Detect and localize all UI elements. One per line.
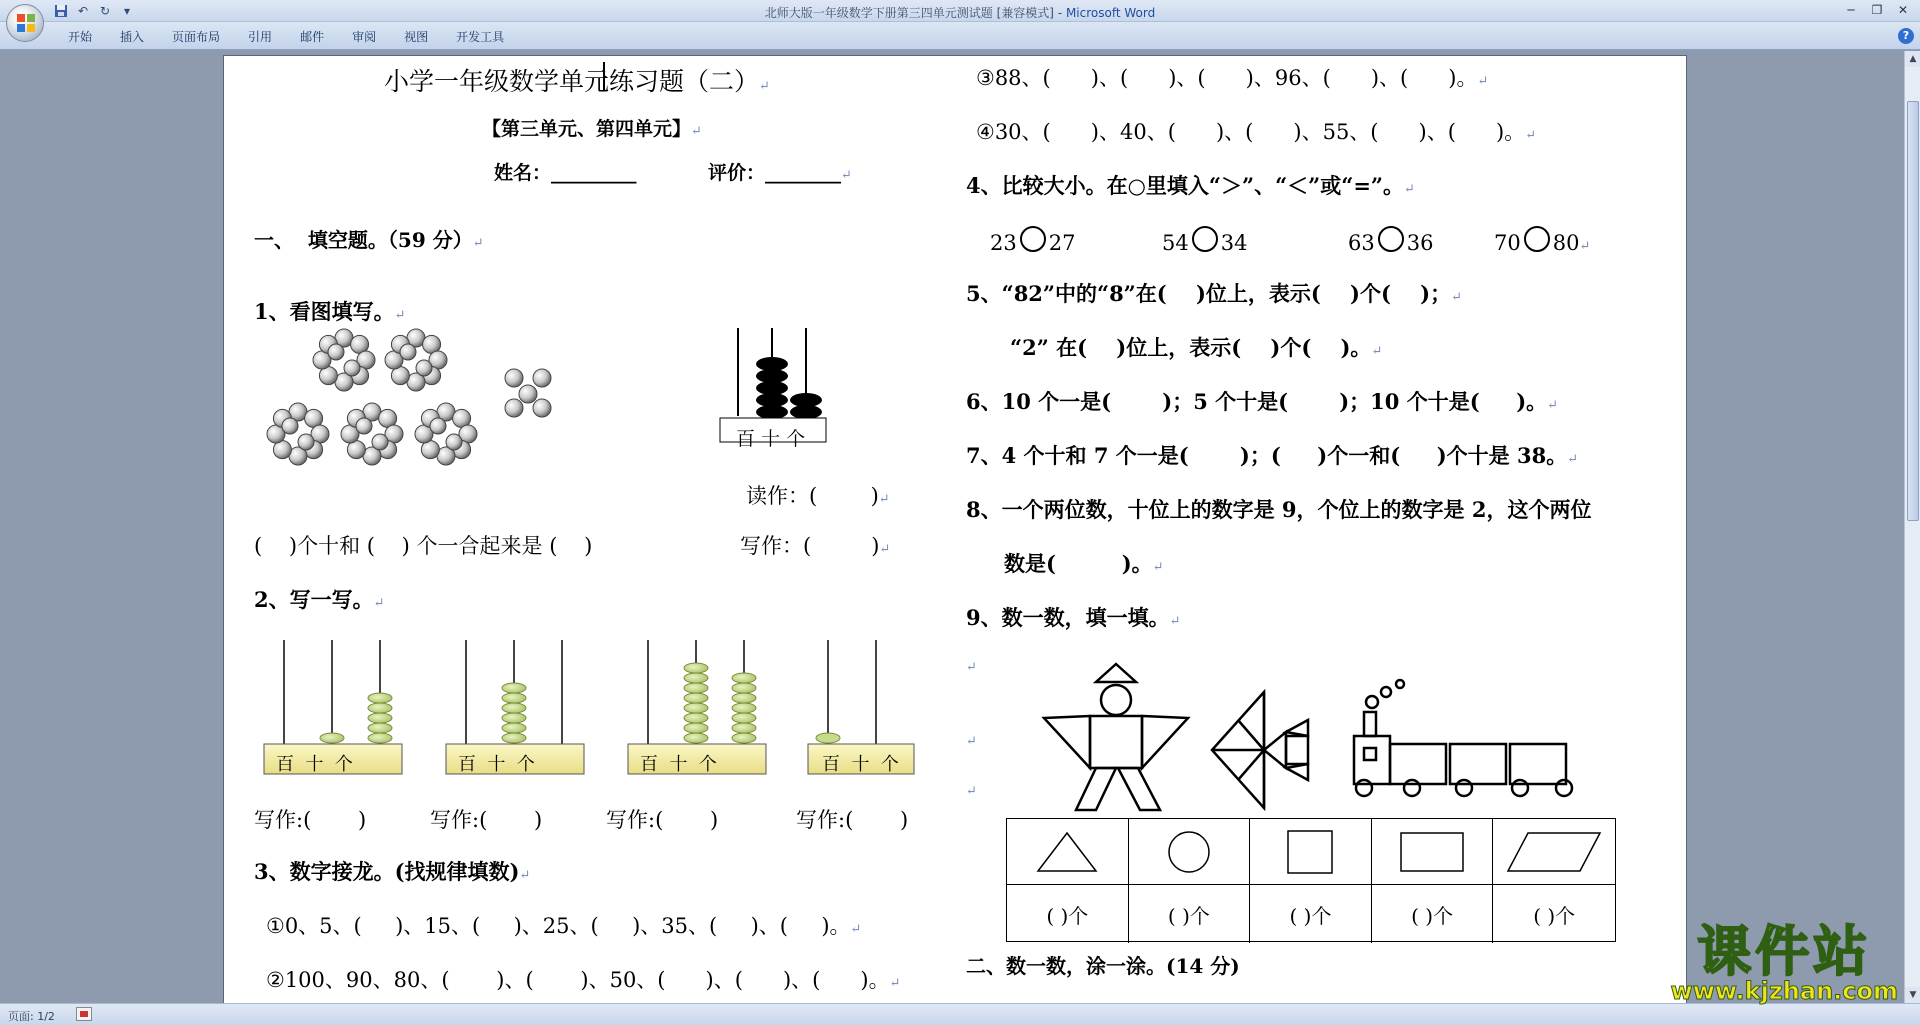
paragraph-mark xyxy=(966,784,977,799)
ribbon-tabs xyxy=(54,28,518,46)
minimize-icon[interactable]: ─ xyxy=(1847,3,1855,17)
window-title xyxy=(0,4,1920,21)
question-3-item-2: ②100、90、80、( )、( )、50、( )、( )、( )。 ↵ xyxy=(266,964,901,994)
eval-field: 评价：________ ↵ xyxy=(708,158,852,185)
compare-circle-3[interactable] xyxy=(1378,226,1404,252)
tab-page-layout[interactable]: 页面布局 xyxy=(172,30,221,44)
question-5b: “2” 在( )位上，表示( )个( )。 ↵ xyxy=(1010,332,1382,362)
watermark-url-text: www.kjzhan.com xyxy=(1670,977,1898,1005)
watermark-main-text: 课件站 xyxy=(1697,920,1872,983)
question-1-line: ( )个十和 ( ) 个一合起来是 ( ) xyxy=(254,534,593,558)
square-icon xyxy=(1284,829,1336,875)
count-cell-5[interactable]: ( )个 xyxy=(1533,903,1576,928)
tab-insert[interactable]: 插入 xyxy=(120,30,145,44)
scroll-thumb[interactable] xyxy=(1907,101,1919,521)
close-icon[interactable]: ✕ xyxy=(1897,3,1909,17)
title-separator: - xyxy=(1053,6,1066,20)
title-bar xyxy=(0,0,1920,22)
question-3-item-1: ①0、5、( )、15、( )、25、( )、35、( )、( )。 ↵ xyxy=(266,910,861,940)
shape-figures xyxy=(1024,660,1624,820)
count-cell-3[interactable]: ( )个 xyxy=(1250,885,1372,943)
question-6: 6、10 个一是( )；5 个十是( )；10 个十是( )。 ↵ xyxy=(966,386,1558,416)
customize-qat-icon[interactable]: ▾ xyxy=(123,4,131,18)
tab-mailings[interactable]: 邮件 xyxy=(300,30,325,44)
question-3-item-3: ③88、( )、( )、( )、96、( )、( )。 ↵ xyxy=(976,62,1488,92)
compare-2: 54 34 xyxy=(1162,226,1247,255)
question-1: 1、看图填写。 ↵ xyxy=(254,296,406,326)
count-cell-2[interactable]: ( )个 xyxy=(1129,885,1251,943)
page-indicator[interactable]: 页面: 1/2 xyxy=(8,1010,55,1023)
status-bar xyxy=(0,1003,1920,1025)
write-item-3: 写作:( ) xyxy=(606,808,719,832)
section-1-heading: 一、 填空题。（59 分） ↵ xyxy=(254,224,484,253)
abacus-b-labels: 百 十 个 xyxy=(458,754,535,775)
tab-review[interactable]: 审阅 xyxy=(352,30,377,44)
compare-1: 23 27 xyxy=(990,226,1075,255)
write-item-2: 写作:( ) xyxy=(430,808,543,832)
abacus-a-labels: 百 十 个 xyxy=(276,754,353,775)
table-cell-circle xyxy=(1129,819,1251,885)
abacus-place-labels: 百 十 个 xyxy=(736,428,806,450)
parallelogram-icon xyxy=(1504,829,1604,875)
rectangle-icon xyxy=(1397,829,1467,875)
question-3-item-4: ④30、( )、40、( )、( )、55、( )、( )。 ↵ xyxy=(976,116,1536,146)
question-3: 3、数字接龙。(找规律填数) ↵ xyxy=(254,856,530,886)
undo-icon[interactable]: ↶ xyxy=(77,4,89,18)
watermark-logo xyxy=(1670,920,1898,1005)
document-name: 北师大版一年级数学下册第三四单元测试题 [兼容模式] xyxy=(764,6,1054,20)
ribbon-bar xyxy=(0,22,1920,50)
app-name: Microsoft Word xyxy=(1065,6,1156,20)
name-field: 姓名：_________ xyxy=(494,162,637,184)
abacus-d-labels: 百 十 个 xyxy=(822,754,899,775)
question-4: 4、比较大小。在○里填入“＞”、“＜”或“=”。 ↵ xyxy=(966,170,1415,200)
office-logo-icon xyxy=(16,13,36,33)
section-2-heading: 二、数一数，涂一涂。(14 分) xyxy=(966,954,1240,978)
tab-home[interactable]: 开始 xyxy=(68,30,93,44)
document-page[interactable] xyxy=(224,56,1686,1003)
scroll-bottom-controls xyxy=(1905,987,1920,1003)
scroll-up-icon[interactable]: ▲ xyxy=(1905,51,1920,67)
table-cell-parallelogram xyxy=(1493,819,1615,885)
proofing-icon[interactable] xyxy=(76,1007,92,1021)
count-cell-1[interactable]: ( )个 xyxy=(1007,885,1129,943)
redo-icon[interactable]: ↻ xyxy=(99,4,111,18)
circle-icon xyxy=(1164,827,1214,877)
table-cell-triangle xyxy=(1007,819,1129,885)
write-item-4: 写作:( ) xyxy=(796,808,909,832)
compare-circle-4[interactable] xyxy=(1524,226,1550,252)
count-cell-4[interactable]: ( )个 xyxy=(1372,885,1494,943)
compare-circle-2[interactable] xyxy=(1192,226,1218,252)
question-8a: 8、一个两位数，十位上的数字是 9，个位上的数字是 2，这个两位 xyxy=(966,497,1592,522)
scroll-down-icon[interactable]: ▼ xyxy=(1905,987,1920,1003)
tab-developer[interactable]: 开发工具 xyxy=(456,30,505,44)
abacus-c-labels: 百 十 个 xyxy=(640,754,717,775)
office-button[interactable] xyxy=(6,4,44,42)
question-2: 2、写一写。 ↵ xyxy=(254,584,385,614)
question-5a: 5、“82”中的“8”在( )位上，表示( )个( )； ↵ xyxy=(966,278,1462,308)
question-8b: 数是( )。 ↵ xyxy=(1004,548,1164,578)
vertical-scrollbar[interactable] xyxy=(1904,51,1920,1003)
write-as-label: 写作：( ) ↵ xyxy=(740,530,890,560)
maximize-icon[interactable]: ❐ xyxy=(1871,3,1883,17)
bead-groups-figure xyxy=(264,328,584,478)
compare-circle-1[interactable] xyxy=(1020,226,1046,252)
compare-3: 63 36 xyxy=(1348,226,1433,255)
read-as-label: 读作：( ) ↵ xyxy=(746,480,890,510)
write-item-1: 写作:( ) xyxy=(254,808,367,832)
question-7: 7、4 个十和 7 个一是( )；( )个一和( )个十是 38。 ↵ xyxy=(966,440,1578,470)
document-workspace[interactable] xyxy=(0,51,1904,1003)
paragraph-mark xyxy=(966,734,977,749)
table-cell-square xyxy=(1250,819,1372,885)
doc-subtitle: 【第三单元、第四单元】 ↵ xyxy=(482,114,702,141)
compare-4: 70 80 ↵ xyxy=(1494,226,1590,255)
triangle-icon xyxy=(1032,827,1102,877)
tab-view[interactable]: 视图 xyxy=(404,30,429,44)
window-controls xyxy=(1838,1,1916,19)
paragraph-mark xyxy=(966,660,977,675)
table-cell-rectangle xyxy=(1372,819,1494,885)
tab-references[interactable]: 引用 xyxy=(248,30,273,44)
shape-count-table xyxy=(1006,818,1616,942)
doc-title: 小学一年级数学单元练习题（二） ↵ xyxy=(384,62,770,98)
question-9: 9、数一数，填一填。 ↵ xyxy=(966,602,1181,632)
help-icon[interactable]: ? xyxy=(1898,28,1914,44)
